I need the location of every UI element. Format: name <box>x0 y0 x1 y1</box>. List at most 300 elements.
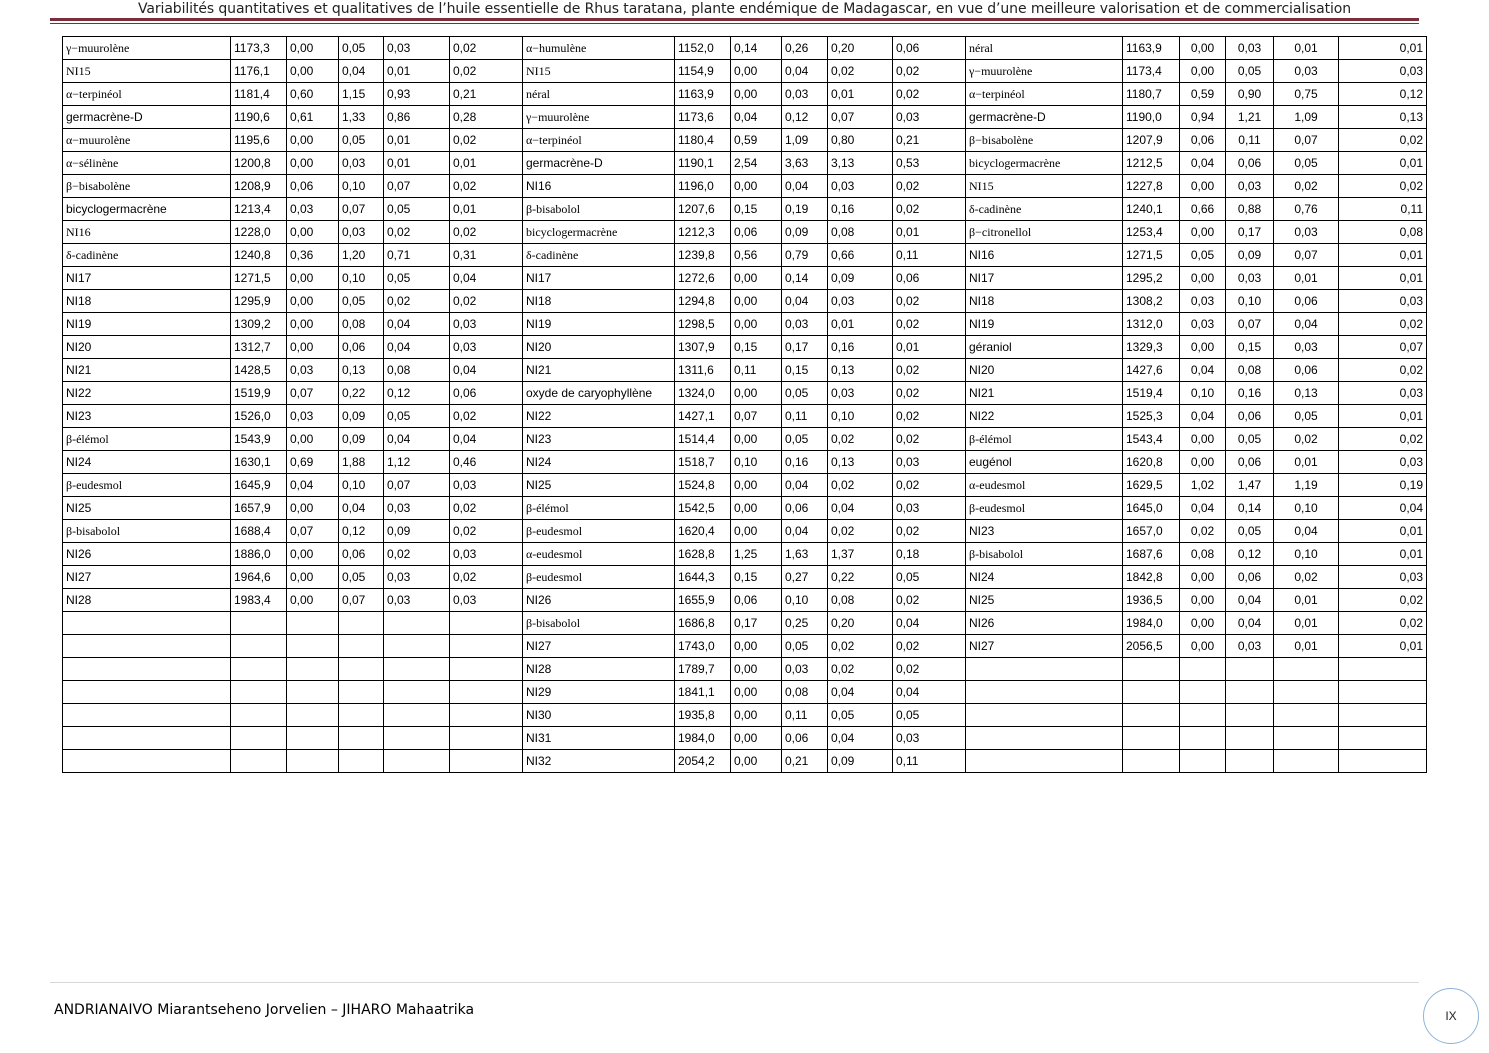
retention-index-cell: 1294,8 <box>675 290 731 313</box>
value-cell <box>1339 750 1427 773</box>
compound-name-cell: α-eudesmol <box>966 474 1123 497</box>
value-cell: 0,04 <box>384 428 450 451</box>
value-cell: 0,04 <box>1226 612 1274 635</box>
compound-name-cell: NI26 <box>966 612 1123 635</box>
value-cell: 1,02 <box>1180 474 1226 497</box>
value-cell: 0,13 <box>1274 382 1339 405</box>
value-cell <box>1180 681 1226 704</box>
retention-index-cell: 1620,8 <box>1123 451 1180 474</box>
retention-index-cell: 1324,0 <box>675 382 731 405</box>
table-row <box>63 750 1427 773</box>
value-cell: 0,00 <box>287 543 339 566</box>
value-cell: 0,01 <box>1339 520 1427 543</box>
value-cell: 0,10 <box>1274 497 1339 520</box>
value-cell: 0,01 <box>1339 244 1427 267</box>
retention-index-cell: 1645,9 <box>231 474 287 497</box>
value-cell: 0,09 <box>339 405 384 428</box>
value-cell: 0,07 <box>384 474 450 497</box>
table-row <box>63 336 1427 359</box>
value-cell: 0,00 <box>731 750 782 773</box>
value-cell: 0,17 <box>1226 221 1274 244</box>
retention-index-cell <box>231 750 287 773</box>
compound-name-cell: NI17 <box>523 267 675 290</box>
value-cell: 0,03 <box>828 175 893 198</box>
compound-name-cell: β-eudesmol <box>966 497 1123 520</box>
value-cell: 0,36 <box>287 244 339 267</box>
value-cell: 0,93 <box>384 83 450 106</box>
value-cell: 0,00 <box>287 497 339 520</box>
value-cell: 0,12 <box>384 382 450 405</box>
value-cell: 0,05 <box>782 428 828 451</box>
value-cell: 0,02 <box>893 405 966 428</box>
value-cell: 0,05 <box>384 198 450 221</box>
value-cell: 0,04 <box>1274 313 1339 336</box>
value-cell <box>384 750 450 773</box>
value-cell: 0,02 <box>1339 589 1427 612</box>
table-row <box>63 727 1427 750</box>
value-cell: 0,06 <box>1226 152 1274 175</box>
value-cell: 0,02 <box>450 175 523 198</box>
table-row <box>63 152 1427 175</box>
value-cell: 0,04 <box>731 106 782 129</box>
value-cell: 0,05 <box>893 566 966 589</box>
value-cell: 0,00 <box>1180 612 1226 635</box>
compound-name-cell: NI22 <box>966 405 1123 428</box>
value-cell: 0,03 <box>1226 635 1274 658</box>
retention-index-cell: 1620,4 <box>675 520 731 543</box>
value-cell: 0,02 <box>1274 428 1339 451</box>
value-cell: 0,00 <box>731 704 782 727</box>
value-cell: 0,00 <box>1180 37 1226 60</box>
value-cell: 0,00 <box>287 60 339 83</box>
retention-index-cell: 1628,8 <box>675 543 731 566</box>
retention-index-cell: 1312,7 <box>231 336 287 359</box>
compound-name-cell: germacrène-D <box>966 106 1123 129</box>
value-cell: 0,07 <box>1274 244 1339 267</box>
value-cell: 0,13 <box>339 359 384 382</box>
value-cell: 0,01 <box>828 313 893 336</box>
value-cell: 0,05 <box>782 382 828 405</box>
table-row <box>63 313 1427 336</box>
value-cell <box>339 704 384 727</box>
compound-name-cell: NI29 <box>523 681 675 704</box>
value-cell <box>1180 658 1226 681</box>
value-cell <box>287 635 339 658</box>
value-cell <box>450 704 523 727</box>
value-cell: 0,06 <box>339 336 384 359</box>
value-cell: 0,10 <box>782 589 828 612</box>
value-cell: 0,08 <box>1339 221 1427 244</box>
compound-name-cell: NI21 <box>523 359 675 382</box>
compound-name-cell: NI28 <box>63 589 231 612</box>
retention-index-cell: 1152,0 <box>675 37 731 60</box>
compound-name-cell: γ−muurolène <box>966 60 1123 83</box>
compound-name-cell: γ−muurolène <box>523 106 675 129</box>
value-cell: 0,02 <box>1339 428 1427 451</box>
value-cell: 1,09 <box>1274 106 1339 129</box>
compound-name-cell <box>63 704 231 727</box>
value-cell: 0,04 <box>1274 520 1339 543</box>
retention-index-cell: 1212,5 <box>1123 152 1180 175</box>
value-cell: 0,03 <box>384 566 450 589</box>
value-cell: 0,02 <box>450 566 523 589</box>
compound-name-cell: NI16 <box>523 175 675 198</box>
retention-index-cell: 1514,4 <box>675 428 731 451</box>
retention-index-cell <box>1123 750 1180 773</box>
value-cell: 0,00 <box>1180 175 1226 198</box>
value-cell: 1,47 <box>1226 474 1274 497</box>
value-cell <box>339 681 384 704</box>
table-row <box>63 474 1427 497</box>
value-cell: 0,26 <box>782 37 828 60</box>
retention-index-cell: 1212,3 <box>675 221 731 244</box>
retention-index-cell: 1688,4 <box>231 520 287 543</box>
compound-name-cell: δ-cadinène <box>523 244 675 267</box>
value-cell: 0,69 <box>287 451 339 474</box>
value-cell <box>287 658 339 681</box>
value-cell: 0,21 <box>782 750 828 773</box>
value-cell <box>1180 704 1226 727</box>
value-cell: 0,04 <box>828 681 893 704</box>
compound-name-cell: α−terpinéol <box>63 83 231 106</box>
retention-index-cell: 1518,7 <box>675 451 731 474</box>
value-cell: 0,07 <box>1226 313 1274 336</box>
value-cell: 0,04 <box>384 313 450 336</box>
value-cell: 0,02 <box>893 382 966 405</box>
value-cell: 0,02 <box>893 474 966 497</box>
value-cell <box>339 727 384 750</box>
value-cell: 0,66 <box>828 244 893 267</box>
value-cell <box>1226 704 1274 727</box>
value-cell: 0,03 <box>1339 382 1427 405</box>
compound-name-cell: NI20 <box>966 359 1123 382</box>
value-cell: 0,02 <box>384 290 450 313</box>
value-cell: 0,09 <box>339 428 384 451</box>
value-cell: 0,61 <box>287 106 339 129</box>
value-cell <box>1274 750 1339 773</box>
value-cell: 0,01 <box>450 198 523 221</box>
value-cell: 0,00 <box>287 336 339 359</box>
retention-index-cell: 1542,5 <box>675 497 731 520</box>
value-cell: 0,09 <box>384 520 450 543</box>
retention-index-cell: 1427,6 <box>1123 359 1180 382</box>
value-cell: 0,60 <box>287 83 339 106</box>
compound-name-cell: NI17 <box>966 267 1123 290</box>
compound-name-cell <box>63 727 231 750</box>
retention-index-cell: 2054,2 <box>675 750 731 773</box>
retention-index-cell: 1428,5 <box>231 359 287 382</box>
value-cell: 0,27 <box>782 566 828 589</box>
retention-index-cell: 1543,4 <box>1123 428 1180 451</box>
value-cell: 1,33 <box>339 106 384 129</box>
value-cell: 0,16 <box>828 336 893 359</box>
value-cell: 0,00 <box>731 474 782 497</box>
value-cell: 0,01 <box>893 221 966 244</box>
retention-index-cell: 1207,6 <box>675 198 731 221</box>
value-cell: 0,06 <box>1274 290 1339 313</box>
value-cell: 0,15 <box>731 566 782 589</box>
value-cell: 0,03 <box>450 474 523 497</box>
compound-name-cell: β-bisabolol <box>523 612 675 635</box>
value-cell: 0,22 <box>339 382 384 405</box>
value-cell: 0,02 <box>384 221 450 244</box>
value-cell: 0,06 <box>1180 129 1226 152</box>
retention-index-cell: 1645,0 <box>1123 497 1180 520</box>
value-cell: 0,05 <box>1226 60 1274 83</box>
value-cell: 0,07 <box>1339 336 1427 359</box>
value-cell: 0,01 <box>1339 267 1427 290</box>
value-cell: 0,59 <box>1180 83 1226 106</box>
retention-index-cell <box>231 681 287 704</box>
value-cell: 0,04 <box>339 60 384 83</box>
value-cell: 0,03 <box>450 313 523 336</box>
value-cell: 0,06 <box>1226 566 1274 589</box>
value-cell: 0,06 <box>893 37 966 60</box>
compound-name-cell: NI27 <box>63 566 231 589</box>
value-cell <box>1226 658 1274 681</box>
value-cell: 0,00 <box>287 267 339 290</box>
value-cell: 0,04 <box>782 175 828 198</box>
value-cell: 0,08 <box>828 221 893 244</box>
value-cell: 0,01 <box>828 83 893 106</box>
value-cell <box>450 750 523 773</box>
value-cell: 0,10 <box>339 474 384 497</box>
value-cell: 0,79 <box>782 244 828 267</box>
value-cell: 0,11 <box>782 405 828 428</box>
value-cell <box>450 727 523 750</box>
value-cell: 0,12 <box>339 520 384 543</box>
value-cell: 0,00 <box>287 152 339 175</box>
compound-name-cell: bicyclogermacrène <box>523 221 675 244</box>
value-cell: 0,76 <box>1274 198 1339 221</box>
value-cell: 0,04 <box>450 359 523 382</box>
compound-name-cell: β−bisabolène <box>966 129 1123 152</box>
value-cell <box>1180 727 1226 750</box>
compound-name-cell: NI19 <box>63 313 231 336</box>
value-cell <box>287 727 339 750</box>
value-cell: 0,02 <box>893 589 966 612</box>
value-cell: 0,00 <box>287 589 339 612</box>
value-cell: 0,02 <box>828 520 893 543</box>
value-cell: 0,08 <box>1180 543 1226 566</box>
value-cell: 0,80 <box>828 129 893 152</box>
retention-index-cell: 1298,5 <box>675 313 731 336</box>
value-cell <box>339 658 384 681</box>
value-cell: 0,21 <box>450 83 523 106</box>
value-cell: 0,02 <box>893 428 966 451</box>
value-cell: 0,04 <box>1180 497 1226 520</box>
compound-name-cell: β-eudesmol <box>63 474 231 497</box>
value-cell: 0,03 <box>828 290 893 313</box>
value-cell: 0,03 <box>893 497 966 520</box>
value-cell <box>384 727 450 750</box>
table-row <box>63 198 1427 221</box>
value-cell: 0,06 <box>1226 405 1274 428</box>
value-cell: 0,17 <box>731 612 782 635</box>
value-cell: 0,02 <box>450 129 523 152</box>
compound-name-cell: NI26 <box>523 589 675 612</box>
value-cell <box>1226 727 1274 750</box>
value-cell: 1,25 <box>731 543 782 566</box>
compound-name-cell: NI27 <box>523 635 675 658</box>
value-cell: 0,08 <box>1226 359 1274 382</box>
compound-name-cell: NI30 <box>523 704 675 727</box>
value-cell: 0,02 <box>384 543 450 566</box>
value-cell: 0,04 <box>1180 405 1226 428</box>
value-cell: 1,88 <box>339 451 384 474</box>
value-cell: 0,18 <box>893 543 966 566</box>
value-cell: 0,13 <box>828 451 893 474</box>
value-cell: 0,19 <box>1339 474 1427 497</box>
value-cell: 0,00 <box>731 635 782 658</box>
retention-index-cell <box>231 635 287 658</box>
compound-name-cell: β-élémol <box>63 428 231 451</box>
retention-index-cell: 1329,3 <box>1123 336 1180 359</box>
retention-index-cell: 1163,9 <box>1123 37 1180 60</box>
table-row <box>63 175 1427 198</box>
table-body <box>63 37 1427 773</box>
table-row <box>63 267 1427 290</box>
value-cell: 0,11 <box>731 359 782 382</box>
value-cell <box>1339 704 1427 727</box>
value-cell: 0,00 <box>1180 336 1226 359</box>
value-cell: 0,05 <box>339 37 384 60</box>
value-cell: 0,06 <box>731 589 782 612</box>
value-cell: 0,03 <box>1226 175 1274 198</box>
value-cell: 0,16 <box>782 451 828 474</box>
value-cell: 0,04 <box>1226 589 1274 612</box>
value-cell: 0,03 <box>893 451 966 474</box>
value-cell: 0,14 <box>1226 497 1274 520</box>
value-cell: 0,01 <box>384 129 450 152</box>
value-cell: 0,07 <box>339 198 384 221</box>
table-row <box>63 244 1427 267</box>
value-cell: 0,00 <box>1180 566 1226 589</box>
value-cell: 0,86 <box>384 106 450 129</box>
value-cell: 0,03 <box>782 658 828 681</box>
compound-name-cell: NI19 <box>966 313 1123 336</box>
compound-name-cell <box>966 704 1123 727</box>
compound-name-cell: NI25 <box>523 474 675 497</box>
value-cell: 0,04 <box>828 727 893 750</box>
retention-index-cell: 1200,8 <box>231 152 287 175</box>
compound-name-cell <box>63 681 231 704</box>
compound-name-cell: NI25 <box>63 497 231 520</box>
compound-name-cell: β-bisabolol <box>63 520 231 543</box>
value-cell: 0,01 <box>1274 37 1339 60</box>
value-cell: 0,04 <box>782 60 828 83</box>
retention-index-cell: 1195,6 <box>231 129 287 152</box>
retention-index-cell: 1227,8 <box>1123 175 1180 198</box>
value-cell: 0,04 <box>450 428 523 451</box>
table-row <box>63 704 1427 727</box>
value-cell: 0,01 <box>1274 267 1339 290</box>
value-cell: 0,06 <box>450 382 523 405</box>
compound-name-cell <box>63 658 231 681</box>
retention-index-cell: 1524,8 <box>675 474 731 497</box>
value-cell: 0,88 <box>1226 198 1274 221</box>
retention-index-cell: 1173,6 <box>675 106 731 129</box>
value-cell <box>287 681 339 704</box>
retention-index-cell: 1964,6 <box>231 566 287 589</box>
page-number: IX <box>1445 1009 1457 1023</box>
value-cell: 0,08 <box>828 589 893 612</box>
table-row <box>63 37 1427 60</box>
value-cell <box>1180 750 1226 773</box>
value-cell: 0,02 <box>1339 612 1427 635</box>
value-cell: 0,00 <box>731 290 782 313</box>
value-cell: 0,04 <box>828 497 893 520</box>
value-cell: 0,03 <box>893 106 966 129</box>
value-cell: 1,09 <box>782 129 828 152</box>
value-cell: 0,02 <box>1274 175 1339 198</box>
table-row <box>63 658 1427 681</box>
compound-name-cell: NI21 <box>63 359 231 382</box>
table-row <box>63 681 1427 704</box>
retention-index-cell: 1687,6 <box>1123 543 1180 566</box>
retention-index-cell: 1984,0 <box>675 727 731 750</box>
value-cell: 0,02 <box>450 520 523 543</box>
value-cell: 0,02 <box>828 60 893 83</box>
value-cell: 1,21 <box>1226 106 1274 129</box>
value-cell: 0,09 <box>1226 244 1274 267</box>
value-cell: 0,00 <box>1180 60 1226 83</box>
value-cell: 0,03 <box>450 543 523 566</box>
value-cell: 1,20 <box>339 244 384 267</box>
compound-name-cell: α−muurolène <box>63 129 231 152</box>
retention-index-cell: 1307,9 <box>675 336 731 359</box>
value-cell: 0,08 <box>782 681 828 704</box>
retention-index-cell: 1271,5 <box>231 267 287 290</box>
value-cell: 0,09 <box>782 221 828 244</box>
value-cell: 0,05 <box>339 566 384 589</box>
compound-name-cell: bicyclogermacrène <box>63 198 231 221</box>
compound-name-cell <box>63 635 231 658</box>
value-cell <box>1226 681 1274 704</box>
value-cell: 0,09 <box>828 750 893 773</box>
value-cell: 0,17 <box>782 336 828 359</box>
table-row <box>63 543 1427 566</box>
value-cell: 0,03 <box>1274 60 1339 83</box>
value-cell: 0,59 <box>731 129 782 152</box>
value-cell: 0,04 <box>893 681 966 704</box>
value-cell: 0,03 <box>1226 267 1274 290</box>
value-cell <box>384 704 450 727</box>
value-cell: 0,16 <box>1226 382 1274 405</box>
value-cell: 0,02 <box>1274 566 1339 589</box>
retention-index-cell: 1308,2 <box>1123 290 1180 313</box>
value-cell: 1,37 <box>828 543 893 566</box>
compound-name-cell <box>63 750 231 773</box>
value-cell: 0,10 <box>1180 382 1226 405</box>
compound-name-cell: β-eudesmol <box>523 566 675 589</box>
value-cell: 0,75 <box>1274 83 1339 106</box>
value-cell: 0,10 <box>1226 290 1274 313</box>
table-row <box>63 497 1427 520</box>
compound-name-cell: NI20 <box>523 336 675 359</box>
value-cell: 0,02 <box>893 635 966 658</box>
value-cell: 0,04 <box>1180 359 1226 382</box>
value-cell: 0,06 <box>1226 451 1274 474</box>
value-cell <box>287 750 339 773</box>
value-cell: 0,14 <box>782 267 828 290</box>
compound-name-cell: NI19 <box>523 313 675 336</box>
value-cell: 0,07 <box>339 589 384 612</box>
compound-name-cell: α-eudesmol <box>523 543 675 566</box>
value-cell: 0,06 <box>893 267 966 290</box>
table-row <box>63 520 1427 543</box>
compound-name-cell: NI32 <box>523 750 675 773</box>
